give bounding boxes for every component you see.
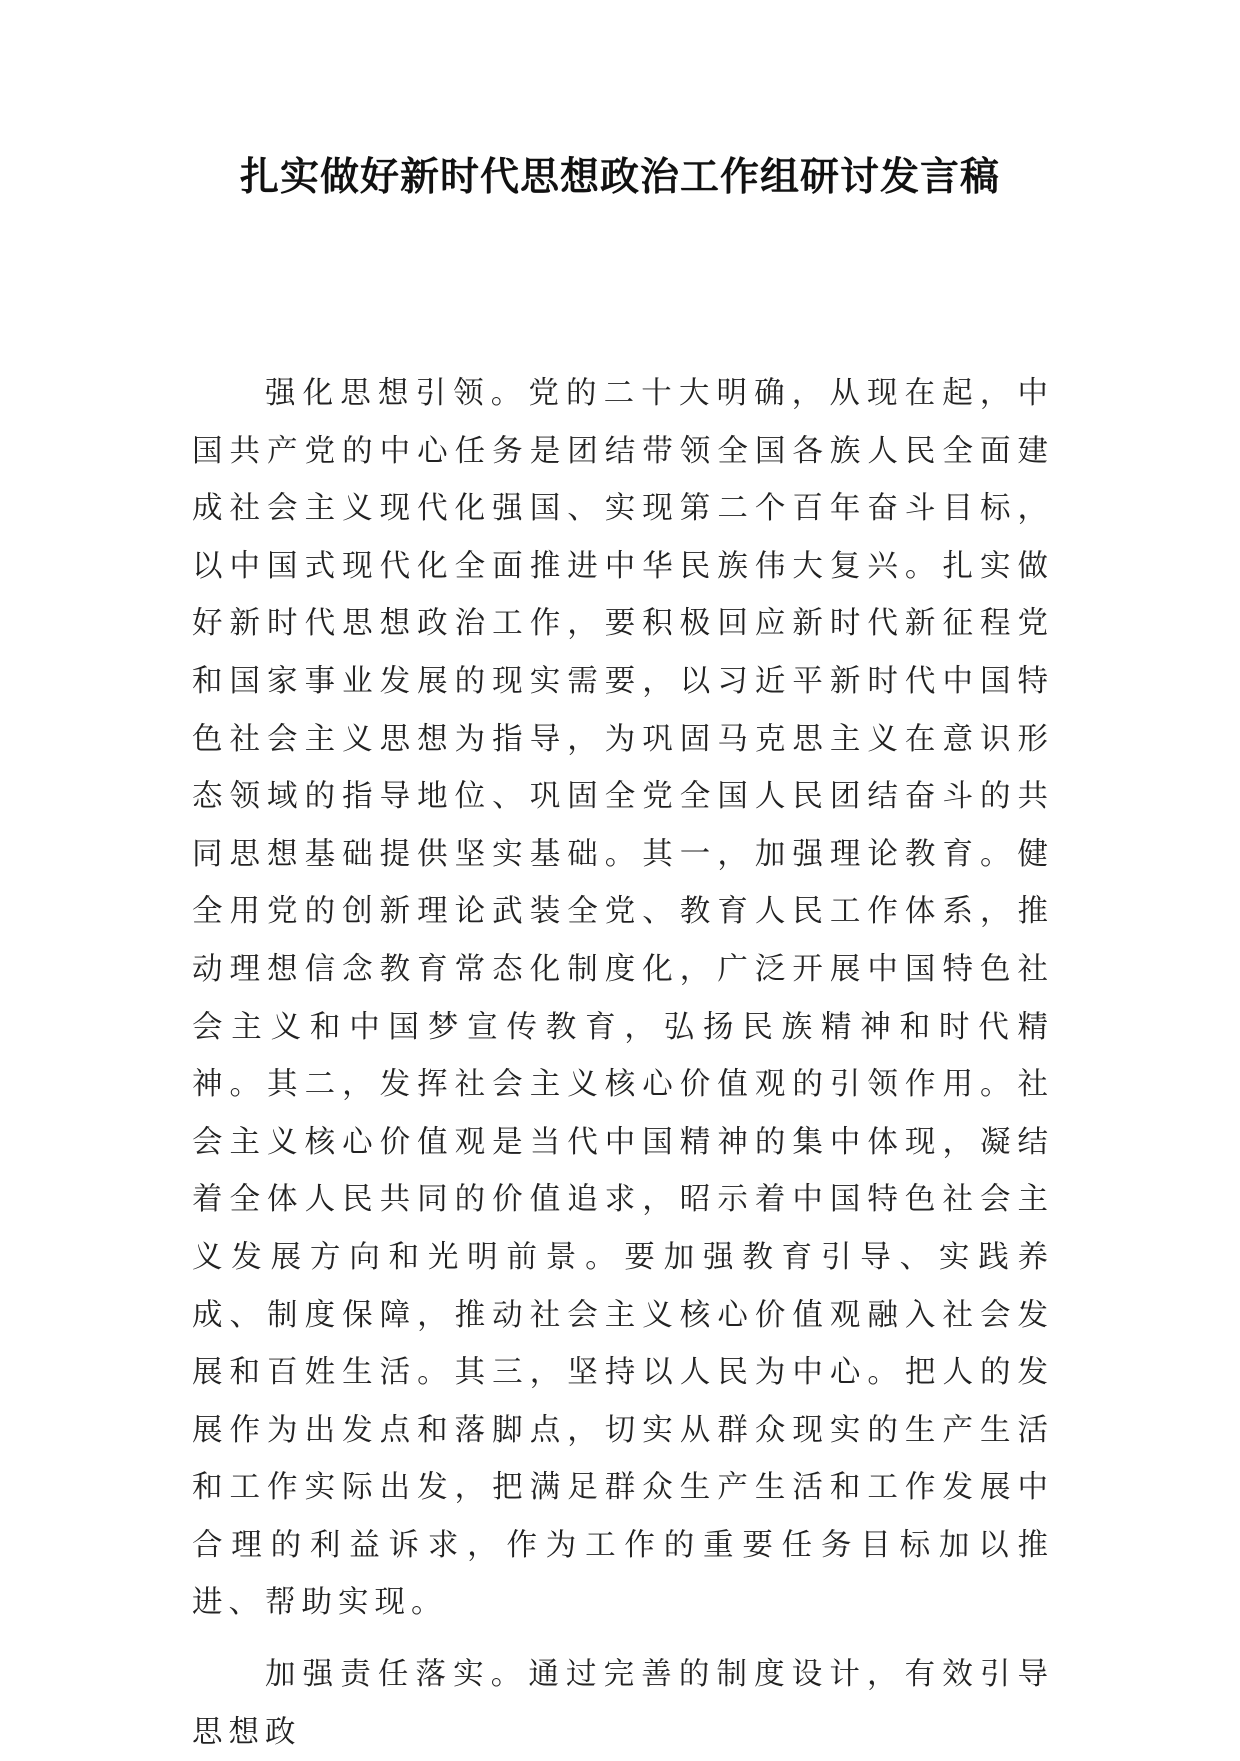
document-body — [192, 365, 1054, 1761]
document-title: 扎实做好新时代思想政治工作组研讨发言稿 — [239, 155, 1000, 200]
paragraph-strengthen-ideological-guidance: 强化思想引领。党的二十大明确，从现在起，中国共产党的中心任务是团结带领全国各族人民全面建成社会主义现代化强国、实现第二个百年奋斗目标，以中国式现代化全面推进中华民族伟大复兴。扎实做好新时代思想政治工作，要积极回应新时代新征程党和国家事业发展的现实需要，以习近平新时代中国特色社会主义思想为指导，为巩固马克思主义在意识形态领域的指导地位、巩固全党全国人民团结奋斗的共同思想基础提供坚实基础。其一，加强理论教育。健全用党的创新理论武装全党、教育人民工作体系，推动理想信念教育常态化制度化，广泛开展中国特色社会主义和中国梦宣传教育，弘扬民族精神和时代精神。其二，发挥社会主义核心价值观的引领作用。社会主义核心价值观是当代中国精神的集中体现，凝结着全体人民共同的价值追求，昭示着中国特色社会主义发展方向和光明前景。要加强教育引导、实践养成、制度保障，推动社会主义核心价值观融入社会发展和百姓生活。其三，坚持以人民为中心。把人的发展作为出发点和落脚点，切实从群众现实的生产生活和工作实际出发，把满足群众生产生活和工作发展中合理的利益诉求，作为工作的重要任务目标加以推进、帮助实现。 — [192, 376, 1054, 1621]
paragraph-strengthen-responsibility: 加强责任落实。通过完善的制度设计，有效引导思想政 — [192, 1657, 1054, 1750]
